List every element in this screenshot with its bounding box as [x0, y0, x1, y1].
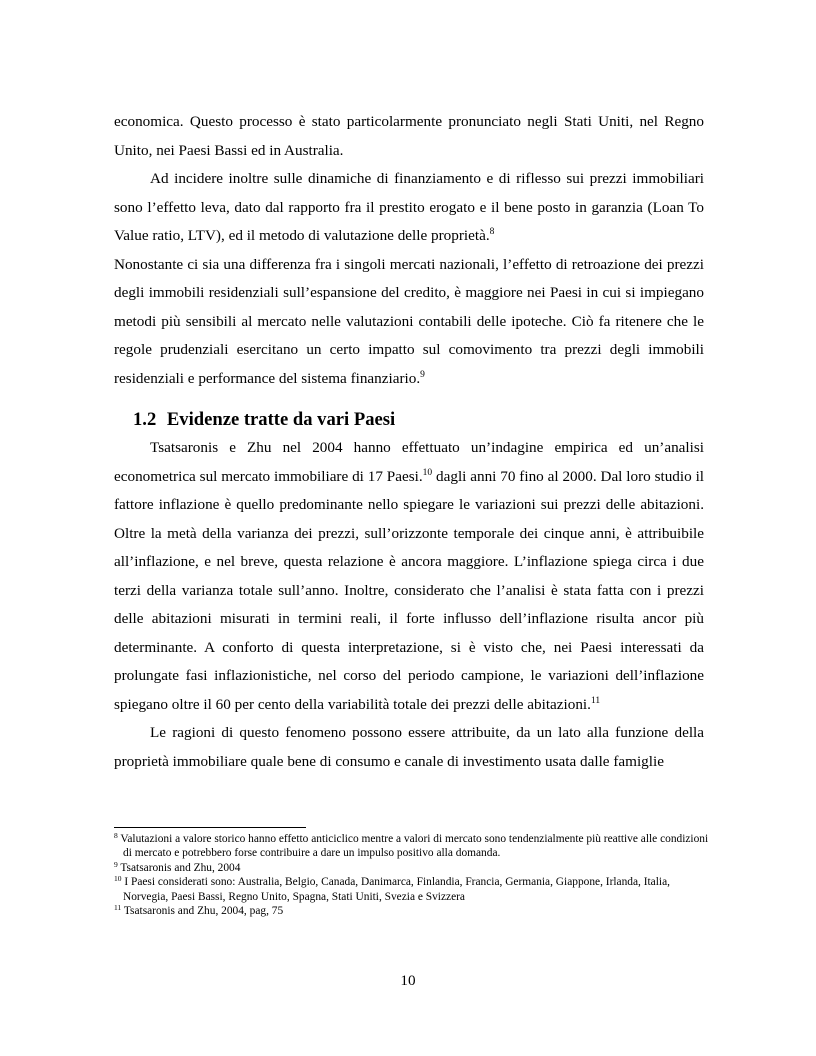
paragraph-study-text-b: dagli anni 70 fino al 2000. Dal loro studio il fattore inflazione è quello predominante nello spiegare le variazioni sui prezzi delle abitazioni. Oltre la metà della varianza dei prezzi, sull’orizzonte temporale dei cinque anni, è attribuibile all’inflazione, e nel breve, questa relazione è ancora maggiore. L’inflazione spiega circa i due terzi della varianza totale sull’anno. Inoltre, considerato che l’analisi è stata fatta con i prezzi delle abitazioni misurati in termini reali, il forte influsso dell’inflazione risulta ancor più determinante. A conforto di questa interpretazione, si è visto che, nei Paesi interessati da prolungate fasi inflazionistiche, nel corso del periodo campione, le variazioni dell’inflazione spiegano oltre il 60 per cento della variabilità totale dei prezzi delle abitazioni.: [114, 467, 705, 713]
footnote-item: [114, 904, 714, 918]
paragraph-retroaction: [114, 251, 704, 394]
footnote-ref-9[interactable]: 9: [420, 369, 425, 380]
paragraph-study: [114, 434, 704, 719]
footnote-ref-8[interactable]: 8: [489, 227, 495, 237]
footnote-number: 11: [114, 903, 122, 913]
footnote-item: [114, 875, 714, 904]
paragraph-leverage: [114, 165, 704, 251]
footnote-text: I Paesi considerati sono: Australia, Belgio, Canada, Danimarca, Finlandia, Francia, Germania, Giappone, Irlanda, Italia, Norvegia, Paesi Bassi, Regno Unito, Spagna, Stati Uniti, Svezia e Svizzera: [121, 876, 670, 903]
footnote-number: 10: [114, 874, 122, 884]
section-heading: [133, 406, 395, 434]
footnotes: [114, 832, 714, 918]
paragraph-study-text-a: Tsatsaronis e Zhu nel 2004 hanno effettuato un’indagine empirica ed un’analisi econometrica sul mercato immobiliare di 17 Paesi.: [114, 439, 704, 485]
footnote-number: 9: [114, 859, 118, 869]
footnote-ref-10[interactable]: 10: [422, 467, 433, 478]
page-number: 10: [400, 972, 416, 989]
section-number: 1.2: [133, 409, 157, 430]
footnote-item: [114, 832, 714, 861]
footnote-separator: [114, 827, 306, 828]
footnote-item: [114, 861, 714, 875]
footnote-text: Tsatsaronis and Zhu, 2004, pag, 75: [121, 905, 284, 918]
paragraph-leverage-text: Ad incidere inoltre sulle dinamiche di finanziamento e di riflesso sui prezzi immobiliari sono l’effetto leva, dato dal rapporto fra il prestito erogato e il bene posto in garanzia (Loan To Value ratio, LTV), ed il metodo di valutazione delle proprietà.: [114, 170, 704, 244]
footnote-text: Valutazioni a valore storico hanno effetto anticiclico mentre a valori di mercato sono tendenzialmente più reattive alle condizioni di mercato e potrebbero forse contribuire a dare un impulso positivo alla domanda.: [117, 833, 709, 860]
footnote-text: Tsatsaronis and Zhu, 2004: [117, 861, 241, 874]
body-block-upper: [114, 108, 704, 393]
footnote-ref-11[interactable]: 11: [590, 695, 601, 706]
paragraph-retroaction-text: Nonostante ci sia una differenza fra i singoli mercati nazionali, l’effetto di retroazione dei prezzi degli immobili residenziali sull’espansione del credito, è maggiore nei Paesi in cui si impiegano metodi più sensibili al mercato nelle valutazioni contabili delle ipoteche. Ciò fa ritenere che le regole prudenziali esercitano un certo impatto sul comovimento tra prezzi degli immobili residenziali e performance del sistema finanziario.: [114, 255, 704, 387]
section-title: Evidenze tratte da vari Paesi: [166, 409, 396, 430]
paragraph-continuation: economica. Questo processo è stato particolarmente pronunciato negli Stati Uniti, nel Regno Unito, nei Paesi Bassi ed in Australia.: [114, 113, 704, 159]
body-block-lower: [114, 434, 704, 776]
paragraph-reasons: Le ragioni di questo fenomeno possono essere attribuite, da un lato alla funzione della proprietà immobiliare quale bene di consumo e canale di investimento usata dalle famiglie: [114, 724, 704, 770]
footnote-number: 8: [114, 831, 118, 840]
